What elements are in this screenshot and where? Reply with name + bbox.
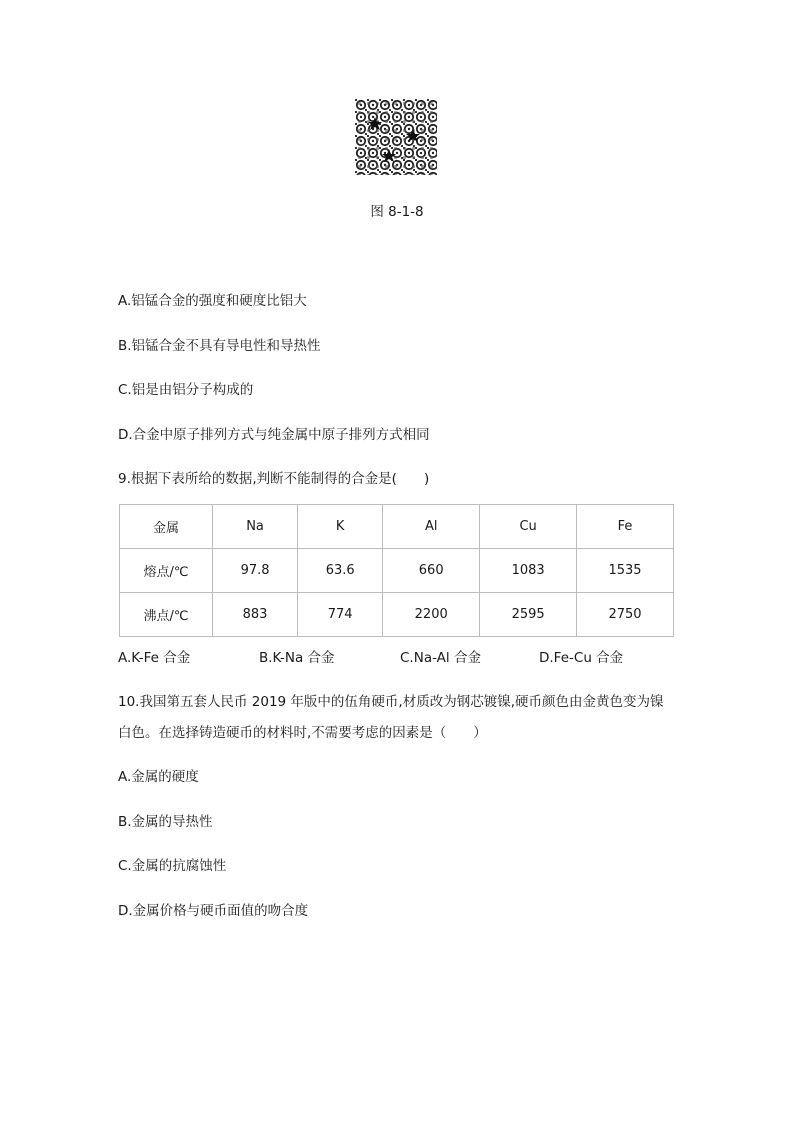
q10-option-d: D.金属价格与硬币面值的吻合度 [118, 903, 309, 919]
table-cell: 774 [298, 593, 383, 637]
table-cell: 63.6 [298, 549, 383, 593]
table-cell: 熔点/℃ [120, 549, 213, 593]
table-row [120, 549, 674, 593]
table-cell: 沸点/℃ [120, 593, 213, 637]
q8-option-d: D.合金中原子排列方式与纯金属中原子排列方式相同 [118, 427, 430, 443]
table-header-row [120, 505, 674, 549]
q9-stem: 9.根据下表所给的数据,判断不能制得的合金是( ) [118, 471, 430, 487]
q10-option-a: A.金属的硬度 [118, 769, 199, 785]
q8-option-b: B.铝锰合金不具有导电性和导热性 [118, 338, 321, 354]
q9-option-b: B.K-Na 合金 [259, 650, 335, 666]
table-cell: 金属 [120, 505, 213, 549]
table-cell: K [298, 505, 383, 549]
q10-stem-line2: 白色。在选择铸造硬币的材料时,不需要考虑的因素是（ ） [118, 725, 487, 741]
table-cell: 97.8 [213, 549, 298, 593]
table-cell: Fe [577, 505, 674, 549]
table-cell: 2200 [383, 593, 480, 637]
q9-option-d: D.Fe-Cu 合金 [539, 650, 624, 666]
table-cell: 2750 [577, 593, 674, 637]
table-cell: 1083 [480, 549, 577, 593]
q9-option-c: C.Na-Al 合金 [400, 650, 481, 666]
table-cell: 1535 [577, 549, 674, 593]
alloy-microstructure-image [355, 99, 437, 175]
q10-option-c: C.金属的抗腐蚀性 [118, 858, 227, 874]
q10-stem-line1: 10.我国第五套人民币 2019 年版中的伍角硬币,材质改为钢芯镀镍,硬币颜色由金黄色变为镍 [118, 694, 664, 710]
q10-option-b: B.金属的导热性 [118, 814, 213, 830]
table-cell: Cu [480, 505, 577, 549]
metal-properties-table [119, 504, 674, 637]
table-cell: 883 [213, 593, 298, 637]
table-cell: Al [383, 505, 480, 549]
table-cell: 660 [383, 549, 480, 593]
q8-option-a: A.铝锰合金的强度和硬度比铝大 [118, 293, 307, 309]
q8-option-c: C.铝是由铝分子构成的 [118, 382, 254, 398]
figure-caption: 图 8-1-8 [370, 204, 424, 220]
table-cell: 2595 [480, 593, 577, 637]
q9-option-a: A.K-Fe 合金 [118, 650, 191, 666]
table-cell: Na [213, 505, 298, 549]
table-row [120, 593, 674, 637]
